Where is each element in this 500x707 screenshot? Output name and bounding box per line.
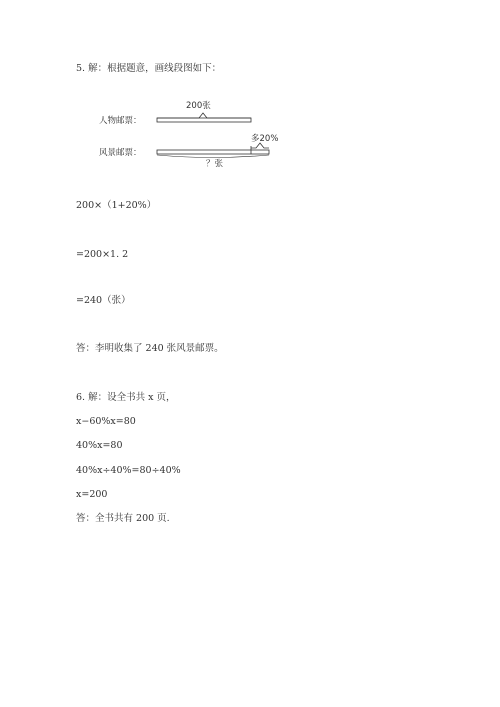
problem6-heading: 6. 解：设全书共 x 页， — [76, 392, 176, 403]
diagram-label-extra: 多20% — [251, 134, 279, 144]
problem5-heading: 5. 解：根据题意，画线段图如下： — [76, 63, 222, 74]
problem6-step4: x=200 — [76, 489, 108, 500]
problem5-step2: =200×1. 2 — [76, 249, 129, 260]
diagram-label-200: 200张 — [186, 101, 211, 111]
people-stamps-bar — [157, 118, 251, 122]
top-brace — [157, 113, 251, 118]
problem5-step3: =240（张） — [76, 295, 131, 306]
problem6-answer: 答：全书共有 200 页. — [76, 513, 170, 524]
problem6-step2: 40%x=80 — [76, 440, 123, 451]
segment-diagram — [0, 0, 500, 200]
bottom-brace — [157, 155, 269, 158]
problem6-step1: x−60%x=80 — [76, 416, 136, 427]
diagram-label-people: 人物邮票： — [99, 116, 142, 126]
problem5-step1: 200×（1+20%） — [76, 200, 157, 211]
diagram-label-scenery: 风景邮票： — [99, 148, 142, 158]
scenery-stamps-bar — [157, 150, 269, 154]
problem5-answer: 答：李明收集了 240 张风景邮票。 — [76, 343, 224, 354]
problem6-step3: 40%x÷40%=80÷40% — [76, 465, 181, 476]
diagram-label-unknown: ？张 — [206, 159, 224, 169]
